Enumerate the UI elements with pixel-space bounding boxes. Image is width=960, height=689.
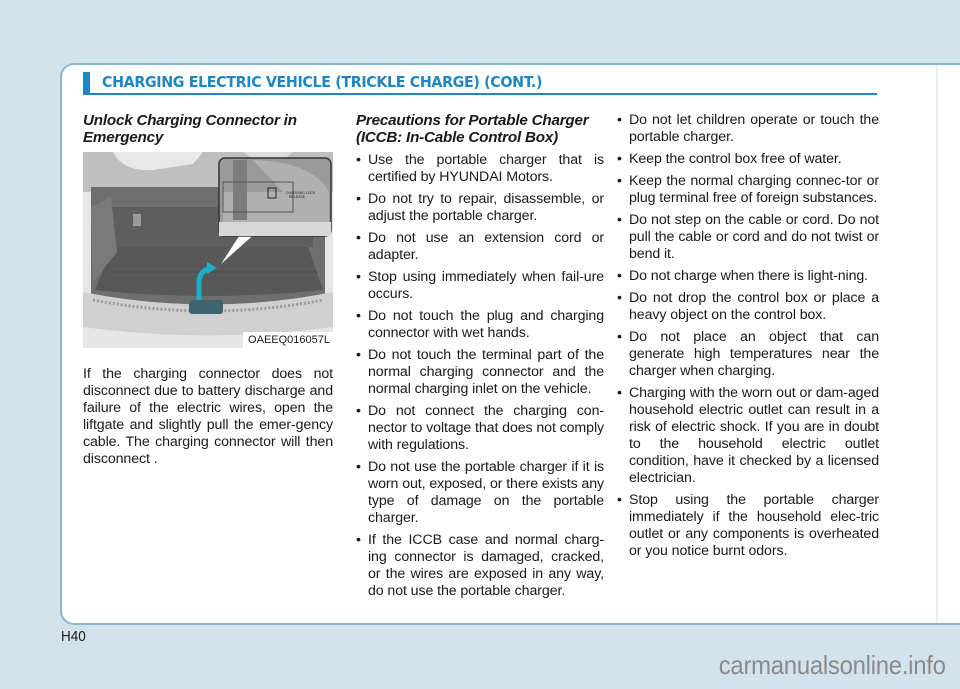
list-item: • Do not touch the plug and charging connector with wet hands. <box>356 308 604 341</box>
precautions-list-2 <box>617 112 879 560</box>
list-item: • Do not step on the cable or cord. Do not pull the cable or cord and do not twist or bend it. <box>617 212 879 262</box>
bullet-icon: • <box>356 191 361 207</box>
bullet-icon: • <box>617 492 622 508</box>
bullet-icon: • <box>617 173 622 189</box>
figure-code: OAEEQ016057L <box>243 332 333 348</box>
section-header-accent-bar <box>83 72 90 93</box>
list-item: • Stop using the portable charger immediately if the household elec-tric outlet or any components is overheated or you notice burnt odors. <box>617 492 879 559</box>
page-number: H40 <box>61 628 86 645</box>
list-item: • Keep the control box free of water. <box>617 151 842 167</box>
bullet-icon: • <box>617 112 622 128</box>
list-item: • Do not let children operate or touch the portable charger. <box>617 112 879 145</box>
bullet-icon: • <box>356 152 361 168</box>
svg-text:CHARGING LOCK: CHARGING LOCK <box>286 191 316 195</box>
column-1 <box>83 112 333 468</box>
bullet-icon: • <box>617 212 622 228</box>
bullet-icon: • <box>356 347 361 363</box>
bullet-icon: • <box>617 151 622 167</box>
column-3 <box>617 112 879 565</box>
section-title: CHARGING ELECTRIC VEHICLE (TRICKLE CHARGE) (CONT.) <box>102 73 543 91</box>
bullet-icon: • <box>356 308 361 324</box>
bullet-icon: • <box>617 385 622 401</box>
list-item: • Do not place an object that can generate high temperatures near the charger when charging. <box>617 329 879 379</box>
list-item: • Do not touch the terminal part of the normal charging connector and the normal charging inlet on the vehicle. <box>356 347 604 397</box>
list-item: • Use the portable charger that is certified by HYUNDAI Motors. <box>356 152 604 185</box>
heading-unlock-connector: Unlock Charging Connector in Emergency <box>83 112 297 146</box>
bullet-icon: • <box>356 459 361 475</box>
precautions-list-1 <box>356 152 604 600</box>
watermark: carmanualsonline.info <box>719 650 946 680</box>
list-item: • Do not try to repair, disassemble, or adjust the portable charger. <box>356 191 604 224</box>
heading-precautions-portable-charger: Precautions for Portable Charger (ICCB: In-Cable Control Box) <box>356 112 589 146</box>
bullet-icon: • <box>617 329 622 345</box>
cargo-illustration-drawing <box>83 152 333 348</box>
svg-text:RELEASE: RELEASE <box>289 195 306 199</box>
bullet-icon: • <box>617 268 622 284</box>
bullet-icon: • <box>356 403 361 419</box>
list-item: • Stop using immediately when fail-ure occurs. <box>356 269 604 302</box>
list-item: • If the ICCB case and normal charg-ing connector is damaged, cracked, or the wires are exposed in any way, do not use the portable charger. <box>356 532 604 599</box>
list-item: • Charging with the worn out or dam-aged household electric outlet can result in a risk of electric shock. If you are in doubt to the household electric outlet condition, have it checked by a licensed electrician. <box>617 385 879 486</box>
bullet-icon: • <box>356 532 361 548</box>
bullet-icon: • <box>356 269 361 285</box>
margin-divider <box>936 65 938 623</box>
cargo-area-illustration <box>83 152 333 348</box>
unlock-connector-paragraph: If the charging connector does not disconnect due to battery discharge and failure of the electric wires, open the liftgate and slightly pull the emer-gency cable. The charging connector will then disconnect . <box>83 366 333 467</box>
bullet-icon: • <box>356 230 361 246</box>
list-item: • Do not use the portable charger if it is worn out, exposed, or there exists any type of damage on the portable charger. <box>356 459 604 526</box>
list-item: • Keep the normal charging connec-tor or plug terminal free of foreign substances. <box>617 173 879 206</box>
bullet-icon: • <box>617 290 622 306</box>
list-item: • Do not use an extension cord or adapter. <box>356 230 604 263</box>
list-item: • Do not drop the control box or place a heavy object on the control box. <box>617 290 879 323</box>
list-item: • Do not connect the charging con-nector to voltage that does not comply with regulations. <box>356 403 604 453</box>
column-2 <box>356 112 604 605</box>
section-header <box>83 71 877 95</box>
list-item: • Do not charge when there is light-ning. <box>617 268 869 284</box>
